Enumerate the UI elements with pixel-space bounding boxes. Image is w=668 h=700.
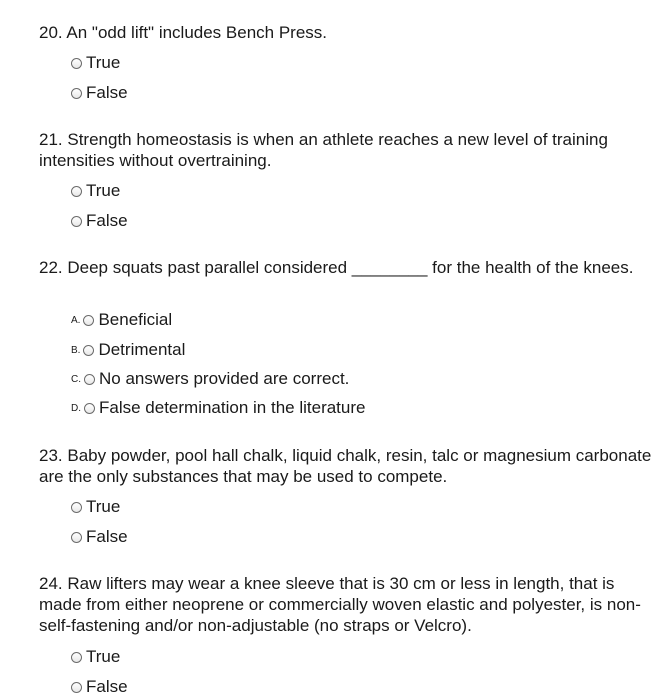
radio-button[interactable] — [71, 502, 82, 513]
radio-button[interactable] — [84, 403, 95, 414]
radio-button[interactable] — [84, 374, 95, 385]
option-true[interactable] — [71, 647, 120, 667]
question-text: 23. Baby powder, pool hall chalk, liquid chalk, resin, talc or magnesium carbonate are the only substances that may be used to compete. — [39, 446, 652, 486]
radio-button[interactable] — [71, 532, 82, 543]
option-false[interactable] — [71, 677, 128, 697]
option-label: False — [86, 677, 128, 696]
option-false[interactable] — [71, 211, 128, 231]
option-letter: D. — [71, 402, 81, 414]
option-b[interactable] — [71, 340, 185, 360]
option-a[interactable] — [71, 310, 172, 330]
option-letter: A. — [71, 314, 81, 326]
option-c[interactable] — [71, 369, 349, 389]
radio-button[interactable] — [71, 58, 82, 69]
radio-button[interactable] — [71, 186, 82, 197]
option-label: False — [86, 527, 128, 546]
option-label: False determination in the literature — [99, 398, 366, 417]
question-20 — [39, 22, 654, 43]
option-label: True — [86, 53, 121, 72]
option-true[interactable] — [71, 53, 120, 73]
option-label: No answers provided are correct. — [99, 369, 350, 388]
radio-button[interactable] — [71, 216, 82, 227]
question-21 — [39, 129, 654, 171]
option-false[interactable] — [71, 527, 128, 547]
option-label: Detrimental — [98, 340, 186, 359]
option-true[interactable] — [71, 497, 120, 517]
option-label: True — [86, 497, 121, 516]
option-letter: C. — [71, 373, 81, 385]
option-label: False — [86, 211, 128, 230]
radio-button[interactable] — [83, 315, 94, 326]
question-text: 21. Strength homeostasis is when an athlete reaches a new level of training intensities without overtraining. — [39, 130, 608, 170]
option-label: True — [86, 647, 121, 666]
option-d[interactable] — [71, 398, 365, 418]
option-letter: B. — [71, 344, 81, 356]
option-label: Beneficial — [98, 310, 173, 329]
radio-button[interactable] — [83, 345, 94, 356]
radio-button[interactable] — [71, 88, 82, 99]
question-23 — [39, 445, 654, 487]
option-true[interactable] — [71, 181, 120, 201]
option-label: True — [86, 181, 121, 200]
option-false[interactable] — [71, 83, 128, 103]
radio-button[interactable] — [71, 682, 82, 693]
question-text: 20. An "odd lift" includes Bench Press. — [39, 23, 328, 42]
radio-button[interactable] — [71, 652, 82, 663]
question-22 — [39, 257, 654, 278]
question-text: 22. Deep squats past parallel considered ________ for the health of the knees. — [39, 258, 634, 277]
question-24 — [39, 573, 654, 636]
option-label: False — [86, 83, 128, 102]
question-text: 24. Raw lifters may wear a knee sleeve that is 30 cm or less in length, that is made from either neoprene or commercially woven elastic and polyester, is non-self-fastening and/or non-adjustable (no straps or Velcro). — [39, 574, 641, 635]
